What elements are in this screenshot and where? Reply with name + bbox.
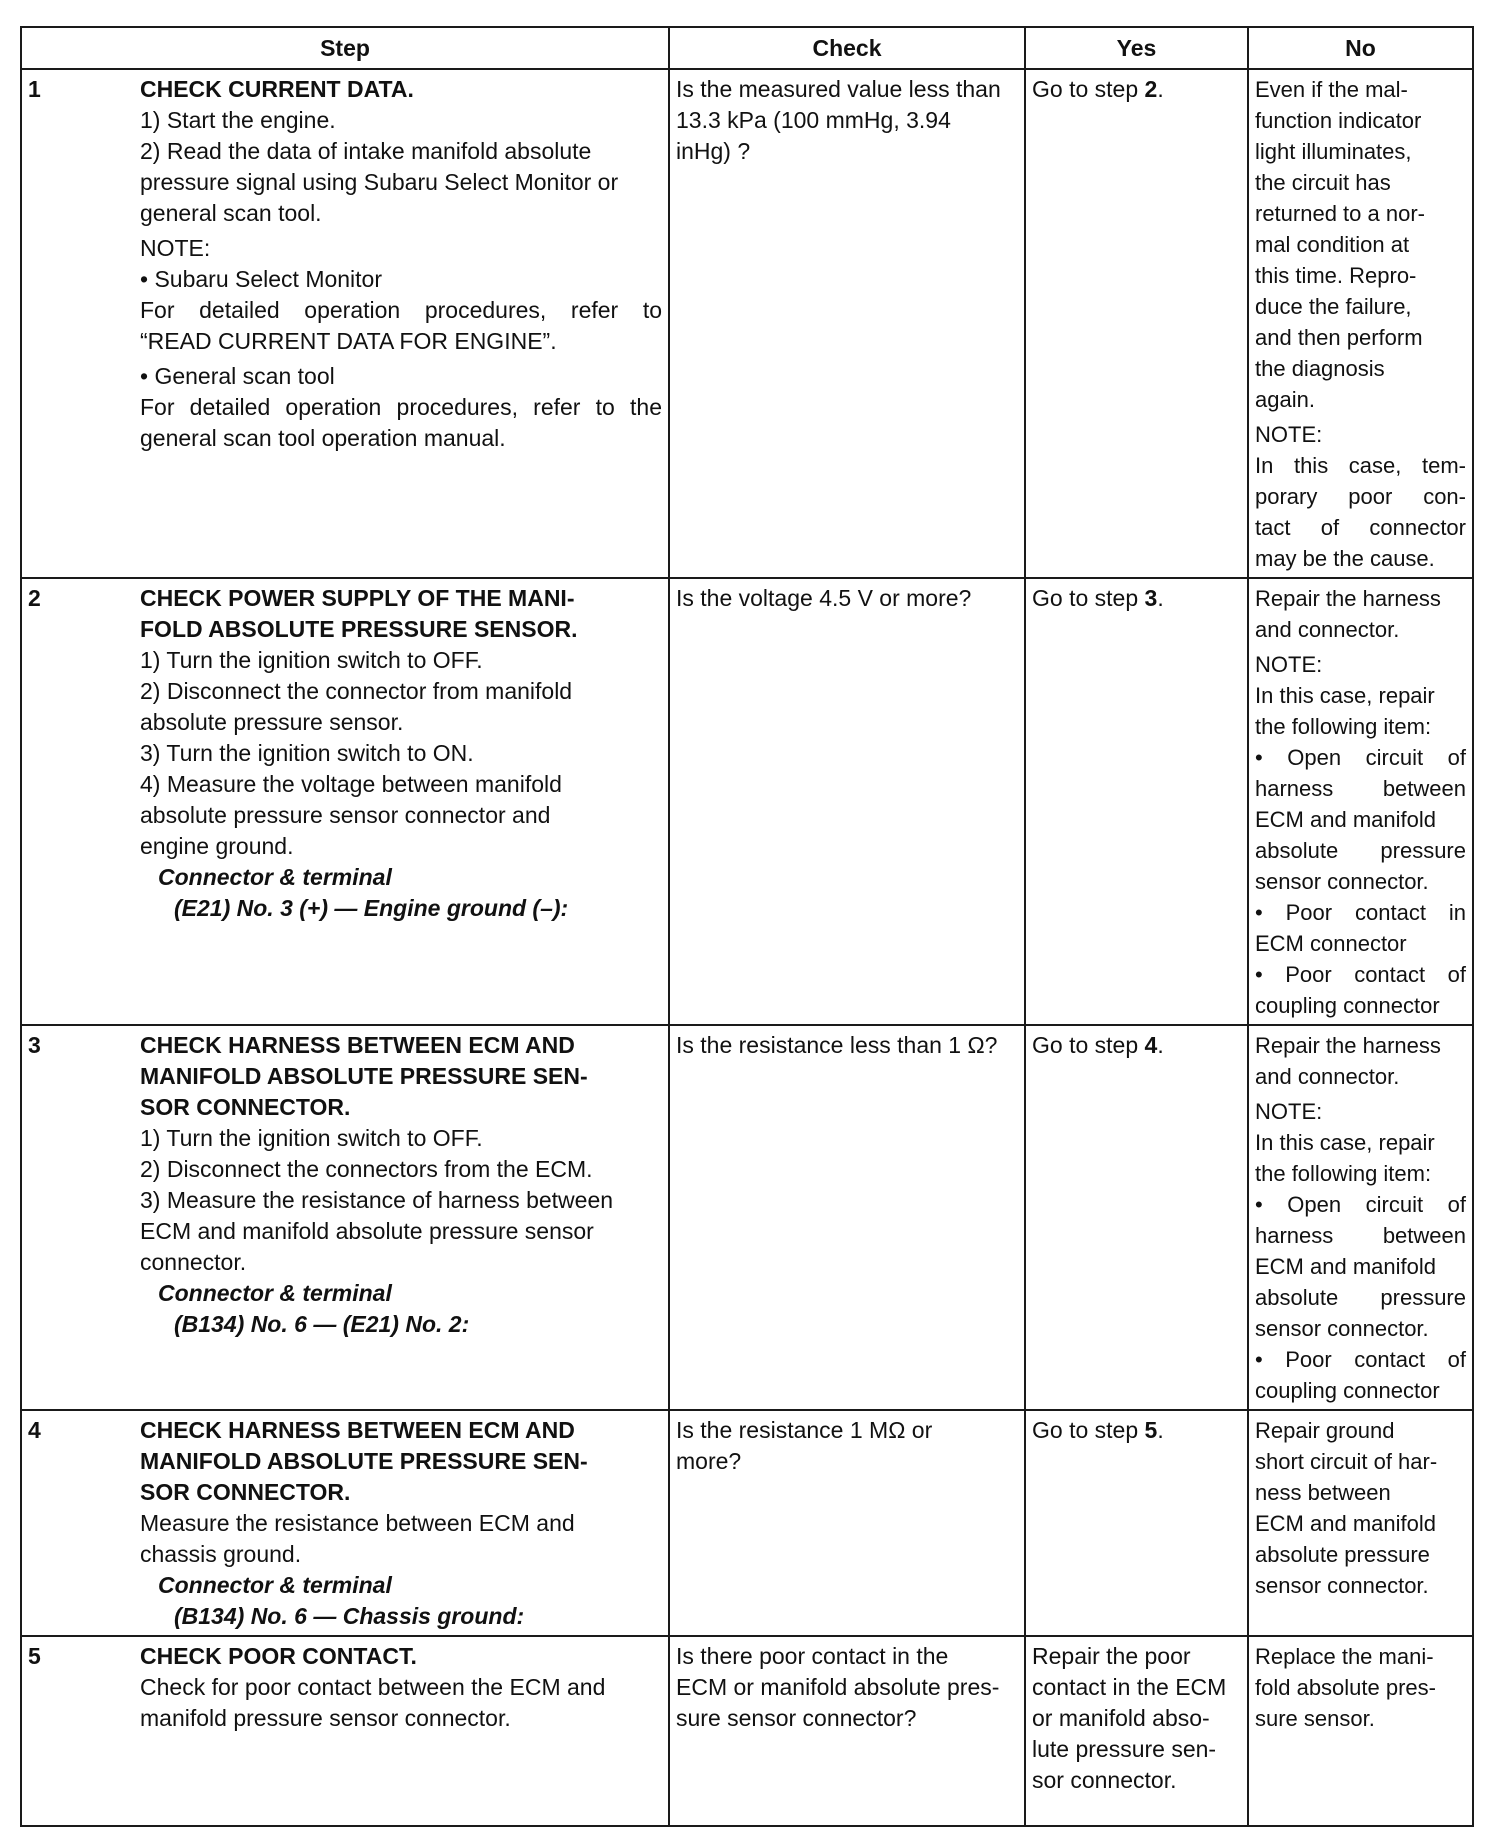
- check-line: 13.3 kPa (100 mmHg, 3.94: [676, 107, 951, 133]
- step-title: SOR CONNECTOR.: [140, 1479, 351, 1505]
- step-body: [140, 74, 662, 454]
- no-line: harness between: [1255, 776, 1466, 801]
- header-no: No: [1248, 27, 1473, 69]
- connector-terminal-label: Connector & terminal: [158, 1572, 392, 1598]
- no-line: function indicator: [1255, 108, 1422, 133]
- check-line: sure sensor connector?: [676, 1705, 917, 1731]
- check-line: inHg) ?: [676, 138, 751, 164]
- step-line: Check for poor contact between the ECM and: [140, 1674, 606, 1700]
- yes-line: or manifold abso-: [1032, 1705, 1210, 1731]
- step-number: 4: [28, 1417, 41, 1443]
- step-number: 3: [28, 1032, 41, 1058]
- check-line: Is there poor contact in the: [676, 1643, 949, 1669]
- step-line: 1) Turn the ignition switch to OFF.: [140, 1125, 483, 1151]
- step-number: 5: [28, 1643, 41, 1669]
- no-line: absolute pressure: [1255, 1285, 1466, 1310]
- no-line: • Poor contact of: [1255, 962, 1466, 987]
- step-cell: [21, 578, 669, 1025]
- no-line: porary poor con-: [1255, 484, 1466, 509]
- no-line: In this case, repair: [1255, 683, 1435, 708]
- no-line: • Poor contact of: [1255, 1347, 1466, 1372]
- yes-step-number: 2: [1144, 76, 1158, 102]
- no-line: ECM and manifold: [1255, 807, 1436, 832]
- no-line: duce the failure,: [1255, 294, 1412, 319]
- no-line: sensor connector.: [1255, 1316, 1429, 1341]
- yes-line: contact in the ECM: [1032, 1674, 1227, 1700]
- step-line: 1) Start the engine.: [140, 107, 336, 133]
- no-line: and connector.: [1255, 1064, 1400, 1089]
- no-line: Even if the mal-: [1255, 77, 1408, 102]
- check-cell: [669, 1025, 1025, 1410]
- step-line: 4) Measure the voltage between manifold: [140, 771, 562, 797]
- table-row: [21, 578, 1473, 1025]
- no-line: ECM connector: [1255, 931, 1407, 956]
- no-line: sensor connector.: [1255, 1573, 1429, 1598]
- no-line: and then perform: [1255, 325, 1423, 350]
- step-line: Measure the resistance between ECM and: [140, 1510, 575, 1536]
- yes-line: Go to step 2.: [1032, 76, 1164, 102]
- no-line: the following item:: [1255, 1161, 1432, 1186]
- no-line: fold absolute pres-: [1255, 1675, 1436, 1700]
- no-line: Repair the harness: [1255, 1033, 1441, 1058]
- step-body: [140, 1641, 662, 1734]
- no-line: ness between: [1255, 1480, 1391, 1505]
- check-cell: [669, 69, 1025, 578]
- step-line: engine ground.: [140, 833, 294, 859]
- no-line: may be the cause.: [1255, 546, 1435, 571]
- no-line: light illuminates,: [1255, 139, 1412, 164]
- yes-line: lute pressure sen-: [1032, 1736, 1217, 1762]
- step-cell: [21, 69, 669, 578]
- check-line: Is the voltage 4.5 V or more?: [676, 585, 972, 611]
- no-line: the following item:: [1255, 714, 1432, 739]
- no-line: returned to a nor-: [1255, 201, 1425, 226]
- no-note-label: NOTE:: [1255, 652, 1323, 677]
- check-line: ECM or manifold absolute pres-: [676, 1674, 1000, 1700]
- check-line: Is the measured value less than: [676, 76, 1001, 102]
- table-row: [21, 69, 1473, 578]
- step-body: [140, 583, 662, 924]
- step-line: 3) Measure the resistance of harness between: [140, 1187, 614, 1213]
- yes-cell: [1025, 69, 1248, 578]
- check-line: Is the resistance 1 MΩ or: [676, 1417, 933, 1443]
- no-line: and connector.: [1255, 617, 1400, 642]
- note-text: “READ CURRENT DATA FOR ENGINE”.: [140, 328, 557, 354]
- step-line: 2) Read the data of intake manifold absolute: [140, 138, 592, 164]
- table-header-row: [21, 27, 1473, 69]
- step-title: MANIFOLD ABSOLUTE PRESSURE SEN-: [140, 1063, 588, 1089]
- yes-line: Go to step 4.: [1032, 1032, 1164, 1058]
- connector-terminal-value: (E21) No. 3 (+) — Engine ground (–):: [174, 895, 569, 921]
- no-line: • Open circuit of: [1255, 745, 1466, 770]
- diagnostic-procedure-table: [20, 26, 1474, 1827]
- no-cell: [1248, 1410, 1473, 1636]
- step-line: connector.: [140, 1249, 247, 1275]
- no-line: mal condition at: [1255, 232, 1410, 257]
- no-line: • Open circuit of: [1255, 1192, 1466, 1217]
- note-label: NOTE:: [140, 235, 211, 261]
- step-body: [140, 1415, 662, 1632]
- no-cell: [1248, 69, 1473, 578]
- no-line: coupling connector: [1255, 1378, 1440, 1403]
- step-line: chassis ground.: [140, 1541, 302, 1567]
- yes-cell: [1025, 1410, 1248, 1636]
- no-line: ECM and manifold: [1255, 1511, 1436, 1536]
- no-line: the diagnosis: [1255, 356, 1385, 381]
- note-text: general scan tool operation manual.: [140, 425, 506, 451]
- no-line: absolute pressure: [1255, 838, 1466, 863]
- yes-step-number: 3: [1144, 585, 1158, 611]
- connector-terminal-value: (B134) No. 6 — Chassis ground:: [174, 1603, 525, 1629]
- yes-line: Go to step 3.: [1032, 585, 1164, 611]
- step-line: manifold pressure sensor connector.: [140, 1705, 511, 1731]
- connector-terminal-value: (B134) No. 6 — (E21) No. 2:: [174, 1311, 470, 1337]
- header-step: Step: [21, 27, 669, 69]
- yes-cell: [1025, 1636, 1248, 1826]
- no-line: again.: [1255, 387, 1315, 412]
- check-cell: [669, 578, 1025, 1025]
- yes-text: Go to step: [1032, 1417, 1145, 1443]
- step-line: 2) Disconnect the connector from manifold: [140, 678, 573, 704]
- no-line: Repair ground: [1255, 1418, 1395, 1443]
- note-bullet: • General scan tool: [140, 363, 335, 389]
- yes-text: Go to step: [1032, 585, 1145, 611]
- check-line: more?: [676, 1448, 742, 1474]
- step-line: 3) Turn the ignition switch to ON.: [140, 740, 474, 766]
- yes-line: sor connector.: [1032, 1767, 1177, 1793]
- yes-text: Go to step: [1032, 1032, 1145, 1058]
- step-line: 1) Turn the ignition switch to OFF.: [140, 647, 483, 673]
- step-line: pressure signal using Subaru Select Monitor or: [140, 169, 619, 195]
- yes-text: Go to step: [1032, 76, 1145, 102]
- no-line: Repair the harness: [1255, 586, 1441, 611]
- no-line: • Poor contact in: [1255, 900, 1466, 925]
- step-title: SOR CONNECTOR.: [140, 1094, 351, 1120]
- note-text: For detailed operation procedures, refer to: [140, 297, 662, 323]
- no-line: ECM and manifold: [1255, 1254, 1436, 1279]
- note-bullet: • Subaru Select Monitor: [140, 266, 383, 292]
- connector-terminal-label: Connector & terminal: [158, 864, 392, 890]
- table-row: [21, 1410, 1473, 1636]
- yes-line: Go to step 5.: [1032, 1417, 1164, 1443]
- header-yes: Yes: [1025, 27, 1248, 69]
- no-line: In this case, repair: [1255, 1130, 1435, 1155]
- check-cell: [669, 1410, 1025, 1636]
- no-line: absolute pressure: [1255, 1542, 1430, 1567]
- step-title: FOLD ABSOLUTE PRESSURE SENSOR.: [140, 616, 578, 642]
- no-line: sensor connector.: [1255, 869, 1429, 894]
- step-number: 1: [28, 76, 41, 102]
- no-cell: [1248, 1025, 1473, 1410]
- no-line: coupling connector: [1255, 993, 1440, 1018]
- no-line: tact of connector: [1255, 515, 1466, 540]
- table-row: [21, 1636, 1473, 1826]
- no-line: Replace the mani-: [1255, 1644, 1434, 1669]
- yes-cell: [1025, 578, 1248, 1025]
- step-title: CHECK CURRENT DATA.: [140, 76, 414, 102]
- step-body: [140, 1030, 662, 1340]
- check-line: Is the resistance less than 1 Ω?: [676, 1032, 998, 1058]
- step-cell: [21, 1636, 669, 1826]
- header-check: Check: [669, 27, 1025, 69]
- step-line: 2) Disconnect the connectors from the ECM.: [140, 1156, 593, 1182]
- yes-step-number: 4: [1144, 1032, 1158, 1058]
- step-title: MANIFOLD ABSOLUTE PRESSURE SEN-: [140, 1448, 588, 1474]
- note-text: For detailed operation procedures, refer to the: [140, 394, 662, 420]
- no-cell: [1248, 578, 1473, 1025]
- yes-line: Repair the poor: [1032, 1643, 1191, 1669]
- yes-cell: [1025, 1025, 1248, 1410]
- table-row: [21, 1025, 1473, 1410]
- no-line: short circuit of har-: [1255, 1449, 1438, 1474]
- step-cell: [21, 1410, 669, 1636]
- step-line: absolute pressure sensor.: [140, 709, 404, 735]
- no-note-label: NOTE:: [1255, 422, 1323, 447]
- no-note-label: NOTE:: [1255, 1099, 1323, 1124]
- step-title: CHECK HARNESS BETWEEN ECM AND: [140, 1417, 575, 1443]
- no-line: this time. Repro-: [1255, 263, 1417, 288]
- step-cell: [21, 1025, 669, 1410]
- check-cell: [669, 1636, 1025, 1826]
- step-line: general scan tool.: [140, 200, 322, 226]
- no-cell: [1248, 1636, 1473, 1826]
- no-line: In this case, tem-: [1255, 453, 1466, 478]
- no-line: the circuit has: [1255, 170, 1391, 195]
- no-line: harness between: [1255, 1223, 1466, 1248]
- connector-terminal-label: Connector & terminal: [158, 1280, 392, 1306]
- step-number: 2: [28, 585, 41, 611]
- step-title: CHECK HARNESS BETWEEN ECM AND: [140, 1032, 575, 1058]
- no-line: sure sensor.: [1255, 1706, 1375, 1731]
- step-line: absolute pressure sensor connector and: [140, 802, 551, 828]
- step-title: CHECK POWER SUPPLY OF THE MANI-: [140, 585, 575, 611]
- step-line: ECM and manifold absolute pressure sensor: [140, 1218, 594, 1244]
- yes-step-number: 5: [1144, 1417, 1158, 1443]
- step-title: CHECK POOR CONTACT.: [140, 1643, 417, 1669]
